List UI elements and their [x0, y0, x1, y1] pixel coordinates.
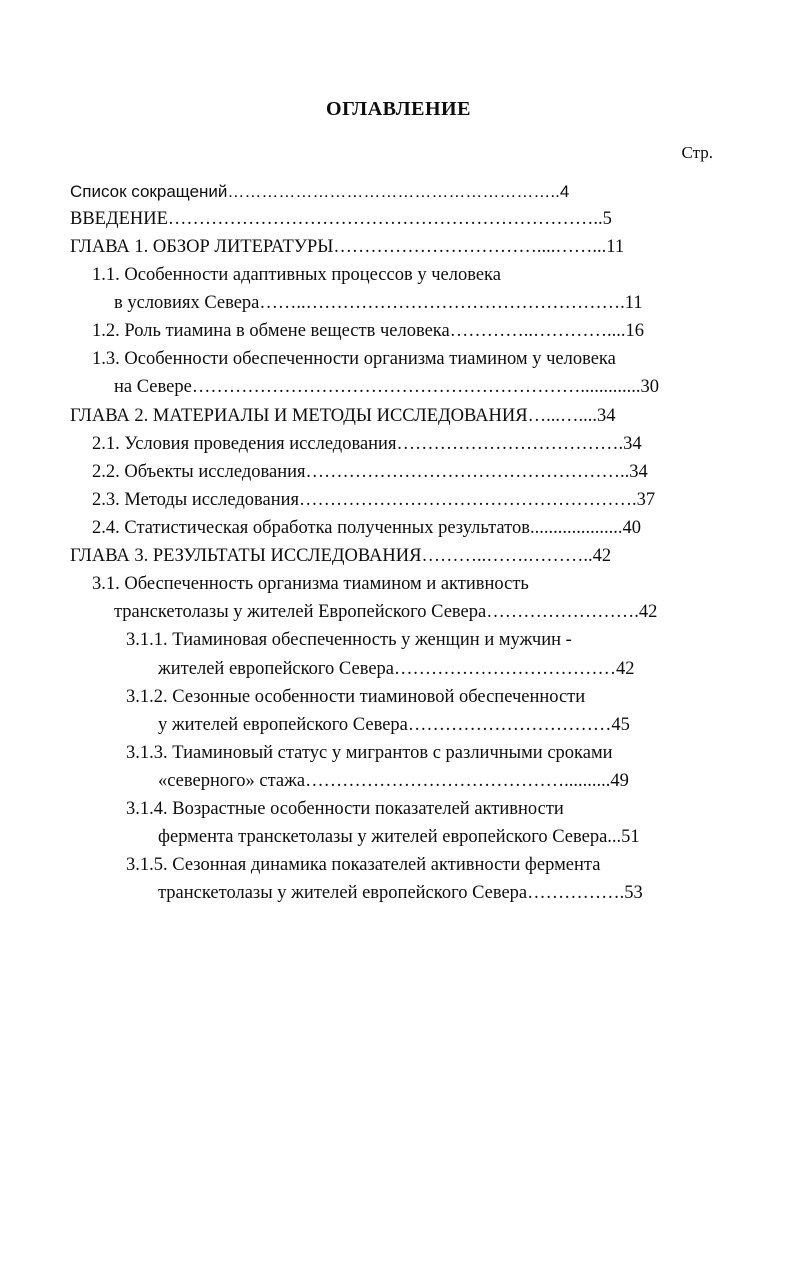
toc-entry-line [126, 711, 715, 739]
toc-leader-dots: ……………………. [486, 602, 639, 623]
toc-entry[interactable] [70, 458, 715, 486]
toc-entry-text: 1.2. Роль тиамина в обмене веществ человека [92, 321, 450, 342]
toc-entry-text: 3.1.1. Тиаминовая обеспеченность у женщин и мужчин - [126, 630, 572, 651]
toc-entry[interactable] [70, 683, 715, 739]
toc-entry-line [92, 317, 715, 345]
toc-entry-line [126, 879, 715, 907]
toc-entry-line [92, 345, 715, 373]
toc-entry-line [70, 233, 715, 261]
toc-entry-line [126, 795, 715, 823]
toc-entry[interactable] [70, 851, 715, 907]
toc-leader-dots: .................... [530, 518, 623, 539]
toc-entry[interactable] [70, 795, 715, 851]
toc-entry-text: 3.1.3. Тиаминовый статус у мигрантов с различными сроками [126, 742, 613, 763]
toc-page-number: 16 [625, 321, 644, 342]
toc-entry-text: на Севере [114, 377, 192, 398]
toc-entry[interactable] [70, 570, 715, 626]
toc-entry-line [126, 823, 715, 851]
toc-page-number: 11 [624, 293, 643, 314]
toc-leader-dots: …………………………………………….. [305, 461, 630, 482]
toc-entry[interactable] [70, 626, 715, 682]
toc-entry-text: 3.1.5. Сезонная динамика показателей активности фермента [126, 855, 601, 876]
toc-page-number: 42 [592, 546, 612, 567]
toc-entry[interactable] [70, 486, 715, 514]
toc-entry-line [92, 373, 715, 401]
toc-entry-text: Список сокращений [70, 182, 228, 201]
toc-entry-text: ГЛАВА 2. МАТЕРИАЛЫ И МЕТОДЫ ИССЛЕДОВАНИЯ [70, 405, 528, 426]
toc-entry-text: 2.4. Статистическая обработка полученных результатов [92, 518, 530, 539]
toc-entry-line [92, 289, 715, 317]
toc-leader-dots: …...….... [527, 405, 597, 426]
toc-entry-text: в условиях Севера [114, 293, 260, 314]
toc-page-number: 5 [602, 208, 612, 229]
toc-leader-dots: ……………………………....……... [333, 236, 607, 257]
toc-entry-line [92, 514, 715, 542]
toc-entry-text: ГЛАВА 3. РЕЗУЛЬТАТЫ ИССЛЕДОВАНИЯ [70, 546, 422, 567]
table-of-contents [0, 179, 797, 908]
toc-entry-line [126, 626, 715, 654]
toc-entry-line [126, 767, 715, 795]
toc-entry-line [92, 261, 715, 289]
toc-entry-text: 3.1.2. Сезонные особенности тиаминовой обеспеченности [126, 686, 586, 707]
toc-leader-dots: ……………………………… [394, 658, 616, 679]
toc-entry[interactable] [70, 261, 715, 317]
toc-leader-dots: …………………………………….......... [305, 771, 611, 792]
toc-page-number: 11 [606, 236, 625, 257]
toc-entry[interactable] [70, 233, 715, 261]
toc-entry[interactable] [70, 345, 715, 401]
toc-entry[interactable] [70, 430, 715, 458]
toc-leader-dots: …………………………………………………………….. [167, 208, 603, 229]
toc-entry[interactable] [70, 205, 715, 233]
toc-entry-text: 2.1. Условия проведения исследования [92, 433, 397, 454]
toc-entry-text: 1.1. Особенности адаптивных процессов у человека [92, 265, 501, 286]
toc-entry-line [92, 486, 715, 514]
toc-entry-line [92, 598, 715, 626]
toc-leader-dots: …………………………… [407, 714, 612, 735]
page-column-label: Стр. [681, 143, 713, 162]
toc-page-number: 4 [559, 182, 570, 201]
toc-entry-line [92, 570, 715, 598]
toc-entry-text: ВВЕДЕНИЕ [70, 208, 168, 229]
toc-entry-line [126, 739, 715, 767]
toc-page-number: 49 [610, 771, 629, 792]
toc-page-number: 34 [629, 461, 648, 482]
toc-entry-line [126, 851, 715, 879]
toc-page-number: 34 [623, 433, 642, 454]
toc-page-number: 51 [621, 827, 640, 848]
toc-entry-line [126, 655, 715, 683]
toc-leader-dots: ……..……………………………………………. [259, 293, 625, 314]
toc-leader-dots: ………………………………………………….. [227, 182, 560, 201]
toc-leader-dots: . [616, 827, 622, 848]
toc-entry-text: ГЛАВА 1. ОБЗОР ЛИТЕРАТУРЫ [70, 236, 334, 257]
page-title: ОГЛАВЛЕНИЕ [326, 98, 471, 120]
toc-entry[interactable] [70, 514, 715, 542]
toc-entry-text: 1.3. Особенности обеспеченности организма тиамином у человека [92, 349, 616, 370]
toc-entry[interactable] [70, 179, 715, 205]
toc-entry-line [126, 683, 715, 711]
toc-page-number: 37 [636, 489, 656, 510]
toc-page-number: 42 [616, 658, 635, 679]
toc-leader-dots: …………..………….... [449, 321, 626, 342]
toc-entry-line [70, 205, 715, 233]
toc-page-number: 53 [624, 883, 643, 904]
toc-entry-line [70, 402, 715, 430]
toc-entry-text: «северного» стажа [158, 771, 306, 792]
toc-page-number: 40 [622, 518, 641, 539]
toc-entry-text: транскетолазы у жителей европейского Севера [158, 883, 528, 904]
toc-entry-text: фермента транскетолазы у жителей европейского Севера.. [158, 827, 617, 848]
toc-entry-line [92, 430, 715, 458]
toc-leader-dots: ………………………………………………………............. [191, 377, 641, 398]
toc-page-number: 42 [638, 602, 658, 623]
toc-entry-text: у жителей европейского Севера [158, 714, 408, 735]
toc-entry-text: жителей европейского Севера [158, 658, 394, 679]
toc-entry-text: 3.1. Обеспеченность организма тиамином и активность [92, 574, 529, 595]
toc-entry[interactable] [70, 317, 715, 345]
toc-entry-text: 3.1.4. Возрастные особенности показателей активности [126, 799, 564, 820]
toc-page-number: 34 [596, 405, 616, 426]
toc-leader-dots: ………..…….……….. [421, 546, 593, 567]
toc-entry[interactable] [70, 402, 715, 430]
toc-entry[interactable] [70, 542, 715, 570]
toc-entry[interactable] [70, 739, 715, 795]
toc-leader-dots: ……………. [527, 883, 625, 904]
toc-entry-text: 2.3. Методы исследования [92, 489, 300, 510]
toc-page-number: 45 [611, 714, 630, 735]
toc-entry-line [70, 542, 715, 570]
toc-leader-dots: ………………………………………………. [299, 489, 637, 510]
toc-entry-line [70, 179, 715, 205]
toc-leader-dots: ………………………………. [396, 433, 624, 454]
toc-entry-text: 2.2. Объекты исследования [92, 461, 306, 482]
toc-entry-line [92, 458, 715, 486]
toc-page-number: 30 [640, 377, 659, 398]
toc-entry-text: транскетолазы у жителей Европейского Севера [114, 602, 487, 623]
